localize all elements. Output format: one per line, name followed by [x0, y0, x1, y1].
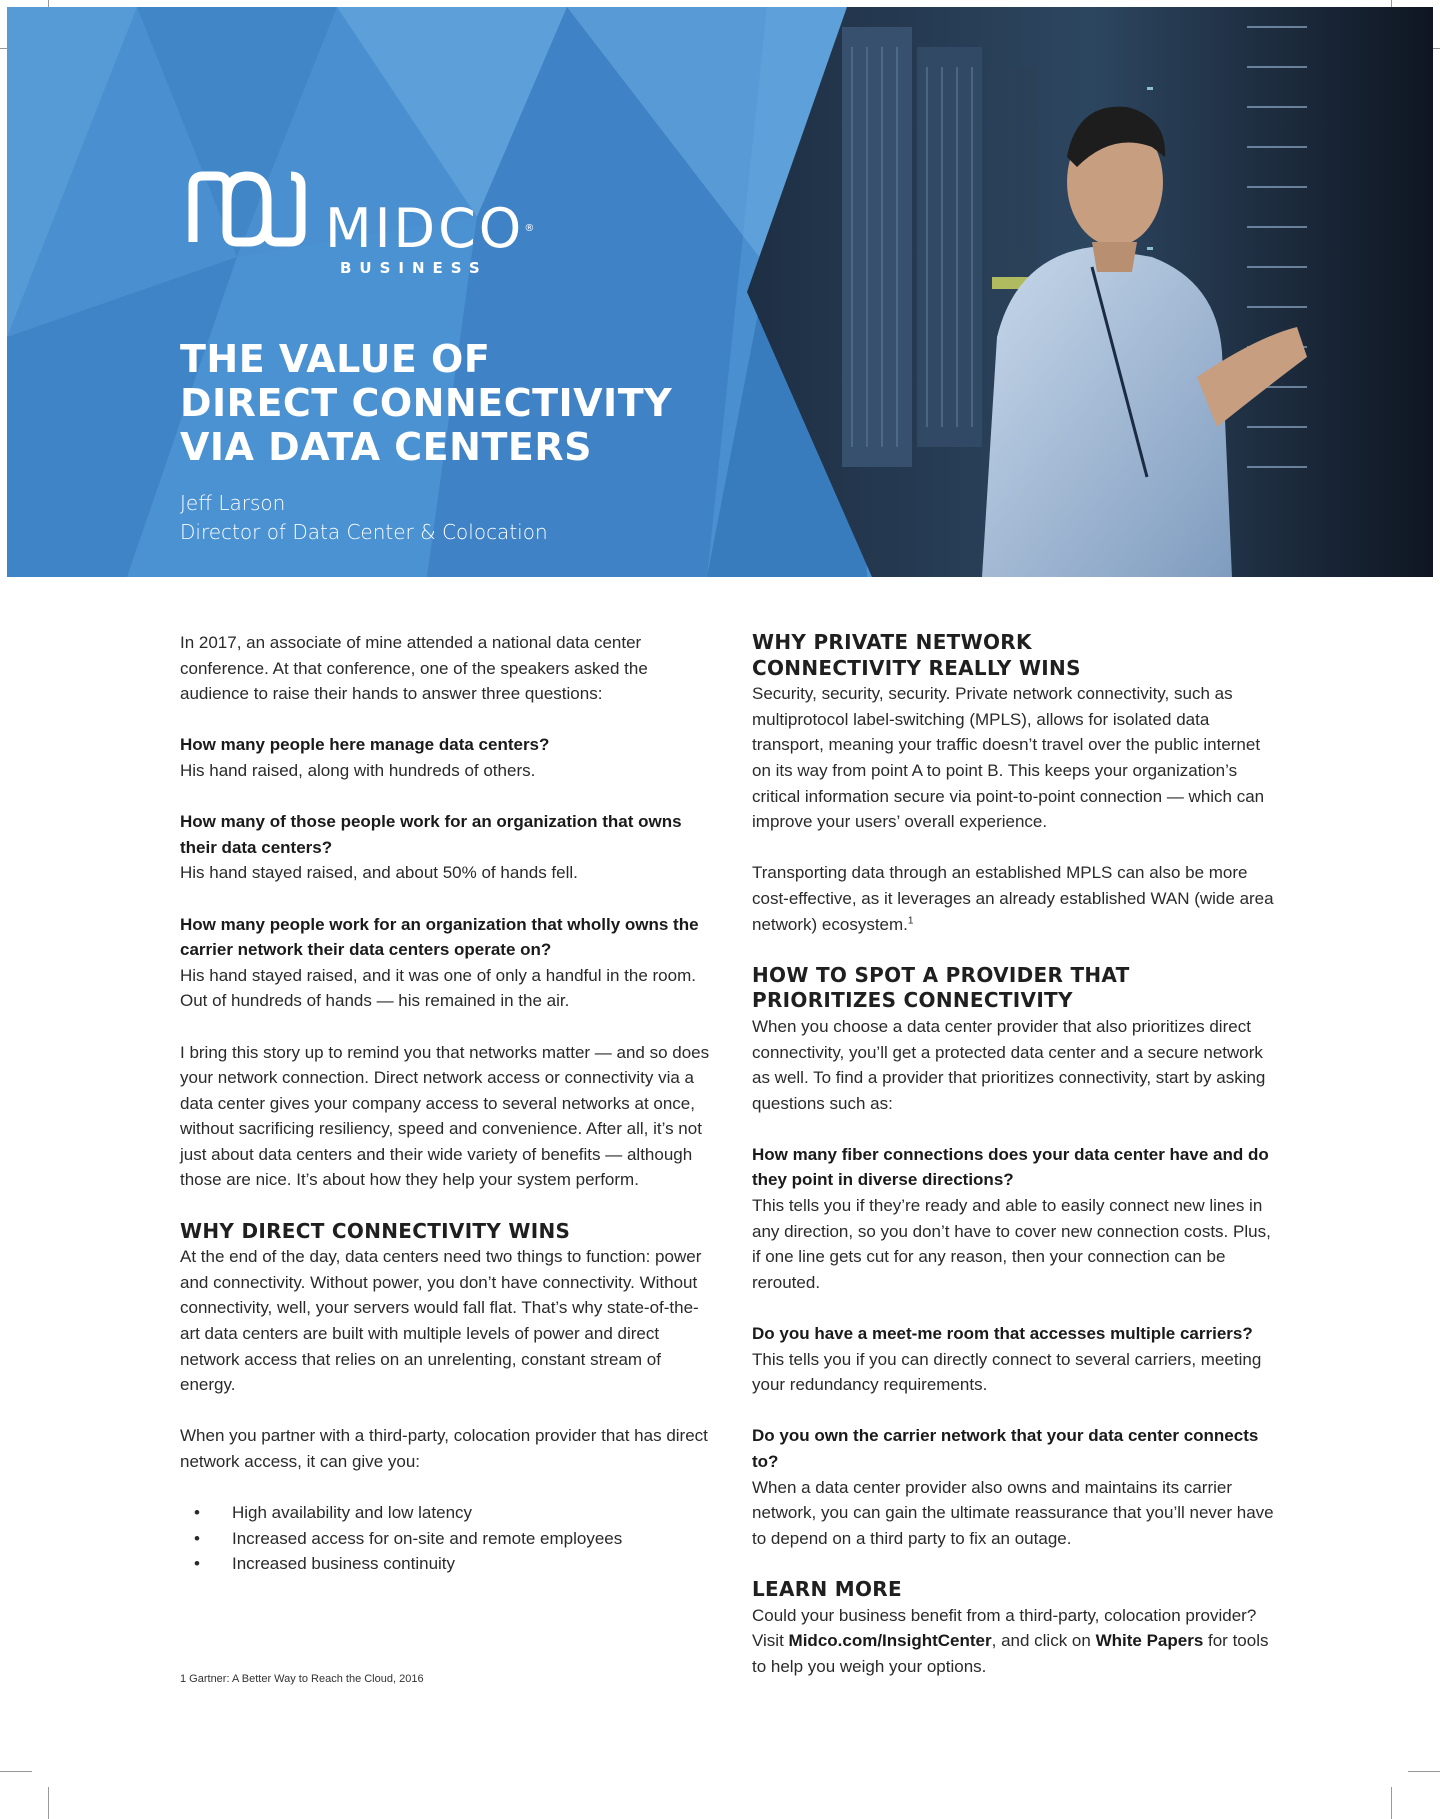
learn-paragraph	[752, 1603, 1282, 1680]
direct-paragraph-2: When you partner with a third-party, colocation provider that has direct network access, it can give you:	[180, 1426, 708, 1471]
heading-line: HOW TO SPOT A PROVIDER THAT	[752, 962, 1130, 987]
heading-line: PRIORITIZES CONNECTIVITY	[752, 988, 1073, 1013]
list-item: • Increased access for on-site and remote employees	[180, 1526, 710, 1552]
brand-name: MIDCO	[325, 197, 525, 260]
answer: This tells you if they’re ready and able to easily connect new lines in any direction, so you don’t have to cover new connection costs. Plus, if one line gets cut for any reason, then your connection can be rerouted.	[752, 1196, 1271, 1292]
section-heading-spot	[752, 963, 1282, 1014]
author-name: Jeff Larson	[180, 491, 286, 515]
learn-text: Could your business benefit from a third-party, colocation provider? Visit	[752, 1605, 1257, 1651]
intro-paragraph: In 2017, an associate of mine attended a national data center conference. At that conference, one of the speakers asked the audience to raise their hands to answer three questions:	[180, 633, 648, 704]
answer: His hand stayed raised, and it was one of only a handful in the room. Out of hundreds of hands — his remained in the air.	[180, 965, 696, 1011]
crop-mark	[1391, 1787, 1392, 1819]
question: Do you own the carrier network that your data center connects to?	[752, 1426, 1259, 1471]
private-paragraph-2	[752, 860, 1282, 937]
crop-mark	[0, 1771, 32, 1772]
question: How many fiber connections does your data center have and do they point in diverse directions?	[752, 1144, 1269, 1190]
qa-item	[752, 1423, 1282, 1551]
right-column	[752, 630, 1282, 1705]
qa-item	[180, 912, 710, 1014]
footnote-ref: 1	[907, 914, 914, 926]
left-column	[180, 630, 710, 1603]
list-item: • High availability and low latency	[180, 1500, 710, 1526]
author-block	[180, 489, 548, 547]
section-heading-private	[752, 630, 1282, 681]
private-paragraph-1: Security, security, security. Private network connectivity, such as multiprotocol label-switching (MPLS), allows for isolated data transport, meaning your traffic doesn’t travel over the public internet on its way from point A to point B. This keeps your organization’s critical information secure via point-to-point connection — which can improve your users’ overall experience.	[752, 684, 1265, 832]
question: How many people work for an organization that wholly owns the carrier network their data centers operate on?	[180, 914, 699, 960]
section-heading-learn: LEARN MORE	[752, 1576, 902, 1601]
benefits-list	[180, 1500, 710, 1577]
qa-item	[752, 1142, 1282, 1296]
qa-item	[180, 732, 710, 783]
title-line: DIRECT CONNECTIVITY	[180, 381, 673, 425]
list-item: • Increased business continuity	[180, 1551, 710, 1577]
insight-center-link[interactable]: Midco.com/InsightCenter	[788, 1631, 992, 1651]
question: How many people here manage data centers?	[180, 735, 550, 755]
question: Do you have a meet-me room that accesses multiple carriers?	[752, 1324, 1253, 1344]
section-heading-direct: WHY DIRECT CONNECTIVITY WINS	[180, 1218, 571, 1243]
crop-mark	[1408, 1771, 1440, 1772]
answer: His hand stayed raised, and about 50% of hands fell.	[180, 863, 578, 883]
learn-text: , and click on	[991, 1631, 1096, 1651]
answer: This tells you if you can directly connect to several carriers, meeting your redundancy requirements.	[752, 1349, 1262, 1395]
answer: His hand raised, along with hundreds of others.	[180, 760, 536, 780]
author-title: Director of Data Center & Colocation	[180, 520, 548, 544]
title-line: THE VALUE OF	[180, 337, 491, 381]
brand-sub: BUSINESS	[340, 259, 488, 277]
white-papers-link[interactable]: White Papers	[1095, 1631, 1204, 1651]
question: How many of those people work for an organization that owns their data centers?	[180, 812, 682, 857]
private-paragraph-2-text: Transporting data through an established MPLS can also be more cost-effective, as it leverages an already established WAN (wide area network) ecosystem.	[752, 863, 1274, 934]
qa-item	[752, 1321, 1282, 1398]
midco-logo-mark-icon	[187, 170, 307, 248]
heading-line: CONNECTIVITY REALLY WINS	[752, 655, 1081, 680]
direct-paragraph-1: At the end of the day, data centers need two things to function: power and connectivity. Without power, you don’t have connectivity. Without connectivity, well, your servers would fall flat. That’s why state-of-the-art data centers are built with multiple levels of power and direct network access that relies on an unrelenting, constant stream of energy.	[180, 1247, 702, 1395]
registered-mark: ®	[524, 223, 535, 234]
answer: When a data center provider also owns and maintains its carrier network, you can gain the ultimate reassurance that you’ll never have to depend on a third party to fix an outage.	[752, 1477, 1274, 1548]
qa-item	[180, 809, 710, 886]
spot-paragraph: When you choose a data center provider that also prioritizes direct connectivity, you’ll get a protected data center and a secure network as well. To find a provider that prioritizes connectivity, start by asking questions such as:	[752, 1016, 1266, 1113]
hero-banner	[7, 7, 1433, 577]
heading-line: WHY PRIVATE NETWORK	[752, 630, 1032, 654]
page-title	[180, 337, 672, 469]
midco-logo	[187, 170, 535, 277]
crop-mark	[48, 1787, 49, 1819]
title-line: VIA DATA CENTERS	[180, 425, 592, 469]
learn-text: for tools to help you weigh your options.	[752, 1631, 1269, 1676]
footnote: 1 Gartner: A Better Way to Reach the Cloud, 2016	[180, 1673, 424, 1685]
story-paragraph: I bring this story up to remind you that networks matter — and so does your network connection. Direct network access or connectivity via a data center gives your company access to several networks at once, without sacrificing resiliency, speed and convenience. After all, it’s not just about data centers and their wide variety of benefits — although those are nice. It’s about how they help your system perform.	[180, 1042, 710, 1190]
